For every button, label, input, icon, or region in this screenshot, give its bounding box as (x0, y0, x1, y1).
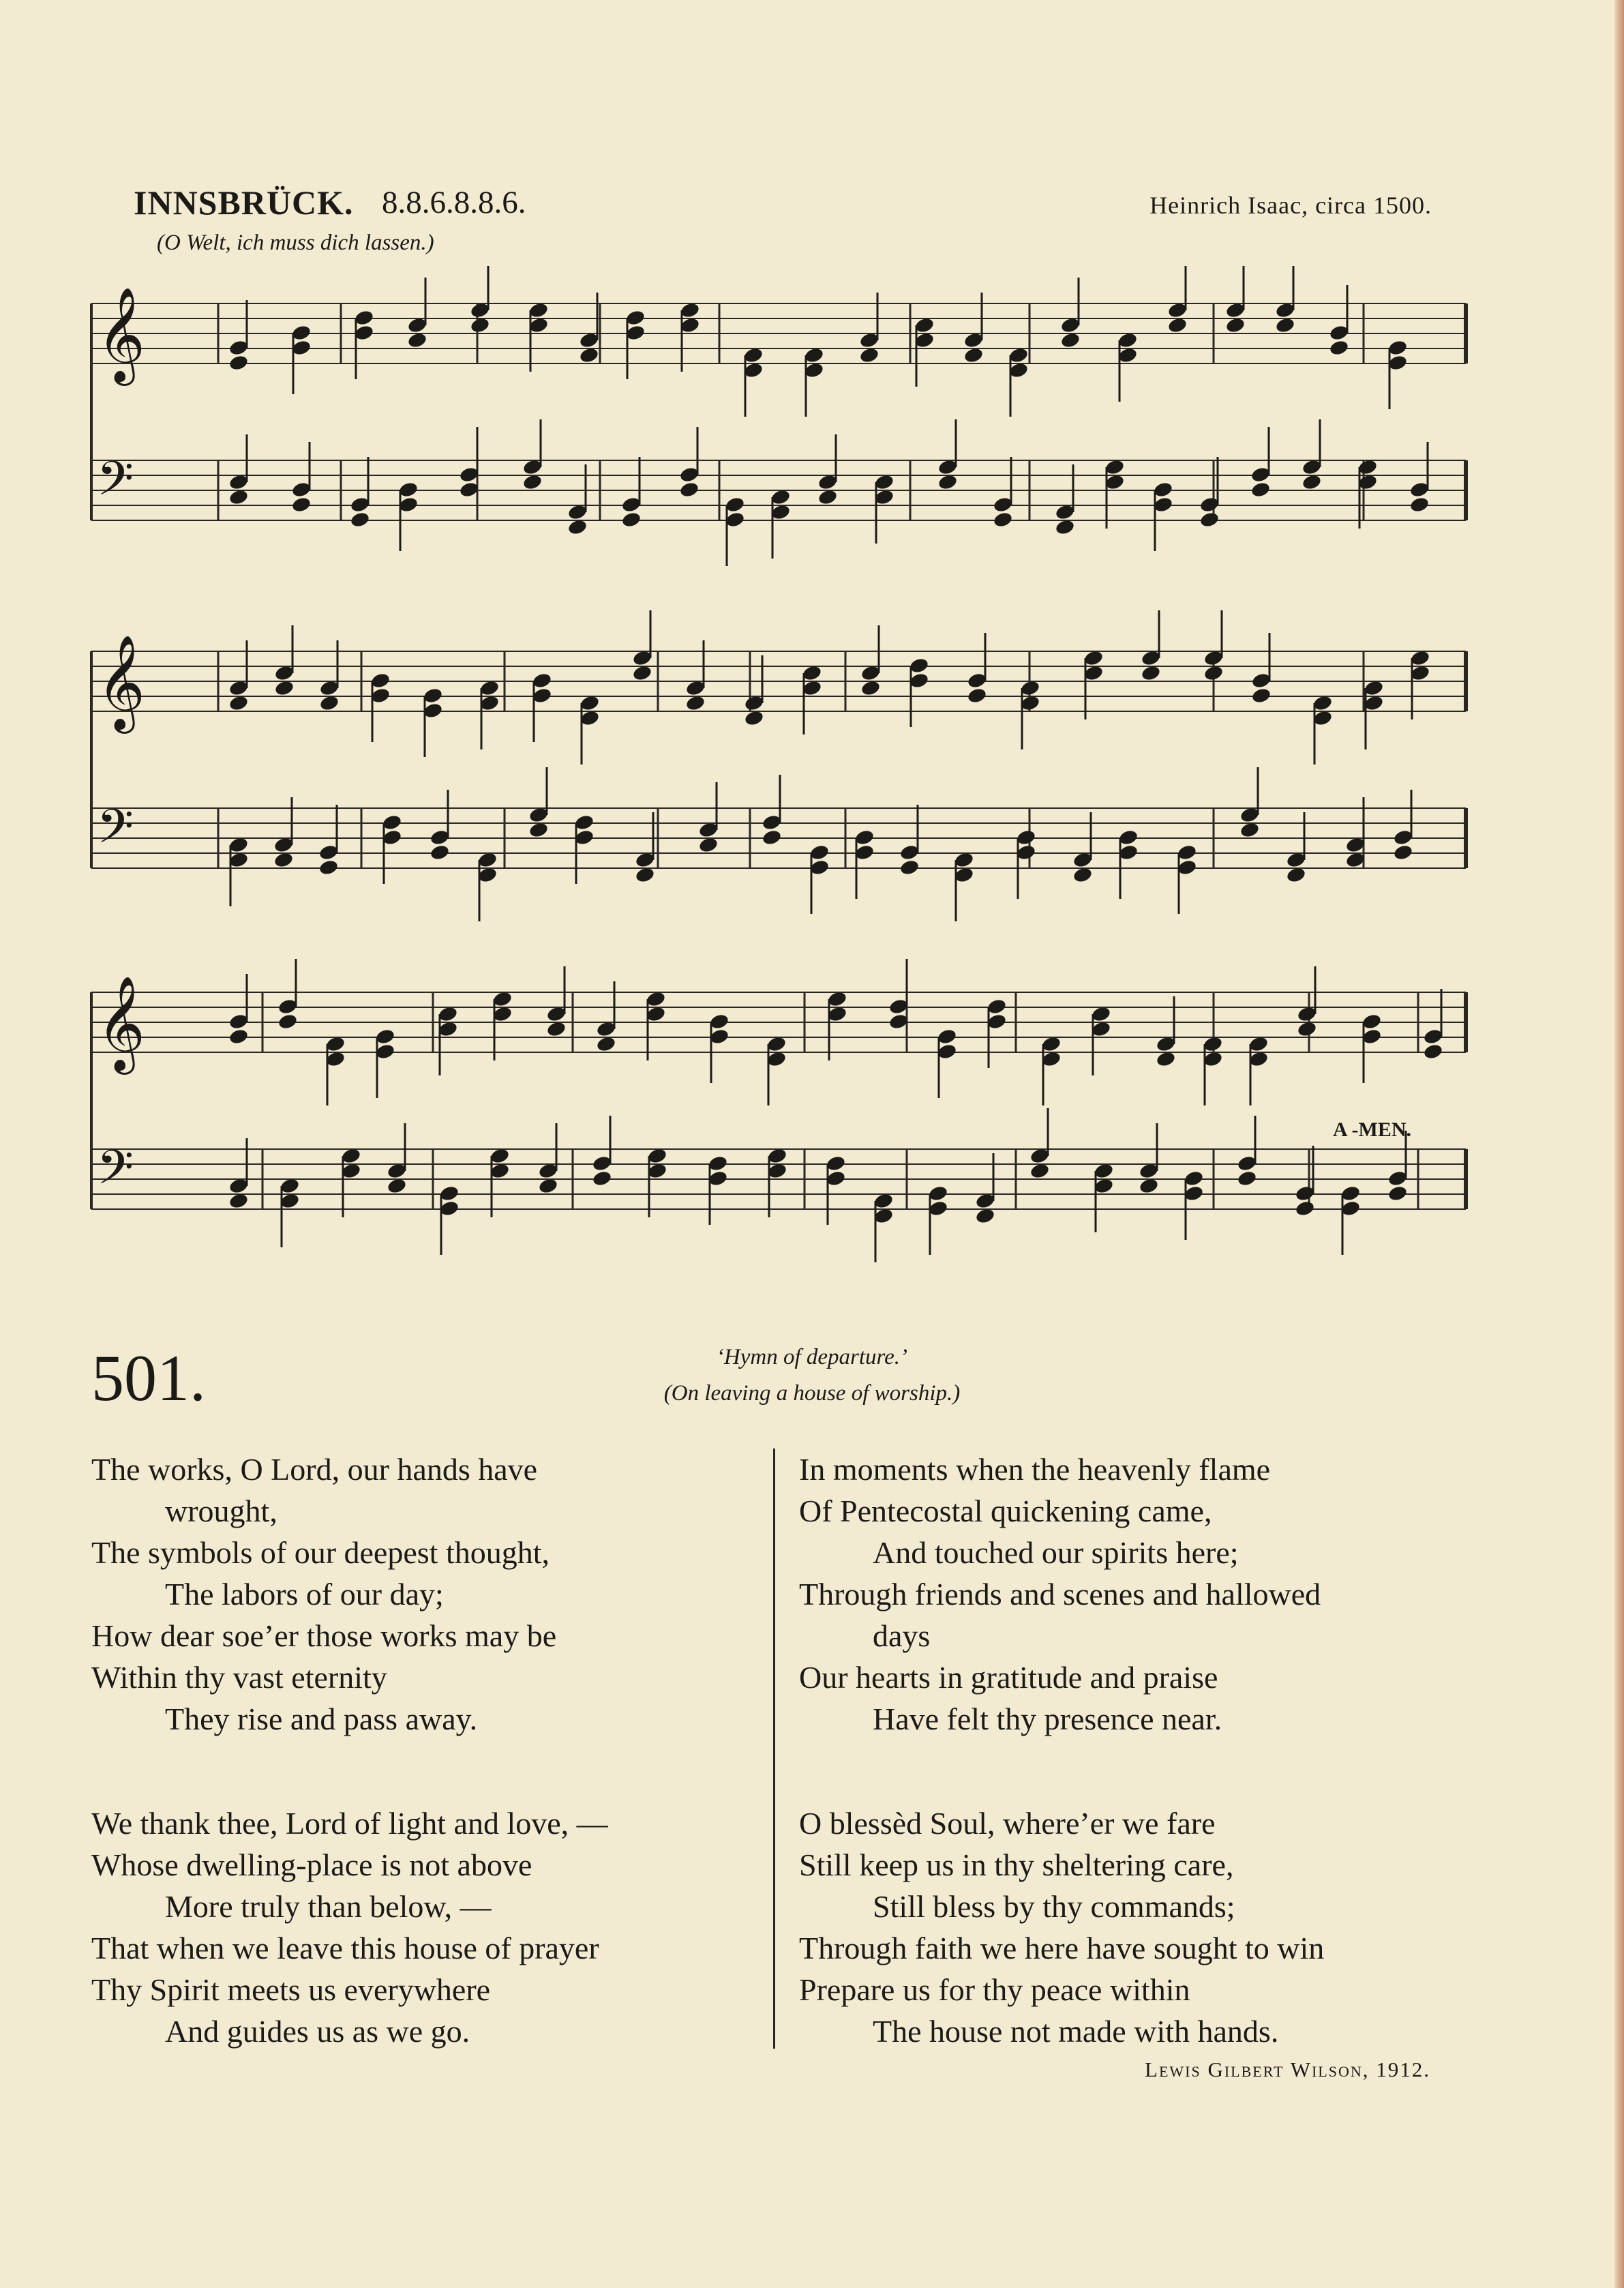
verse-line: Through faith we here have sought to win (799, 1931, 1325, 1965)
verse-line: The labors of our day; (165, 1577, 444, 1611)
verse-line: How dear soe’er those works may be (91, 1618, 557, 1653)
score-systems (91, 266, 1466, 1262)
tune-subtitle: (O Welt, ich muss dich lassen.) (157, 231, 434, 255)
notehead (318, 859, 340, 876)
notehead (1423, 1043, 1444, 1060)
verse-line: Through friends and scenes and hallowed (799, 1577, 1321, 1611)
hymn-author: Lewis Gilbert Wilson, 1912. (1145, 2057, 1430, 2081)
verse-line: Within thy vast eternity (91, 1660, 387, 1695)
notehead (1237, 1170, 1258, 1187)
verse-line: Of Pentecostal quickening came, (799, 1494, 1212, 1528)
verse-line: They rise and pass away. (165, 1702, 478, 1736)
notehead (1387, 1185, 1409, 1202)
notehead (967, 687, 988, 704)
verse-line: In moments when the heavenly flame (799, 1452, 1271, 1487)
bass-clef-icon: 𝄢 (97, 799, 134, 865)
hymn-title: ‘Hymn of departure.’ (716, 1345, 908, 1369)
verse-line: Prepare us for thy peace within (799, 1972, 1190, 2007)
notehead (993, 511, 1014, 529)
treble-clef-icon: 𝄞 (97, 976, 145, 1071)
notehead (1295, 1200, 1316, 1217)
music-score (82, 266, 1473, 1275)
verse-line: The house not made with hands. (873, 2014, 1279, 2049)
verse-line: Whose dwelling-place is not above (91, 1847, 532, 1882)
treble-clef-icon: 𝄞 (97, 635, 145, 730)
notehead (1251, 687, 1272, 704)
page-edge (1614, 0, 1624, 2288)
verse-line: Still bless by thy commands; (873, 1889, 1235, 1924)
notehead (291, 496, 312, 514)
notehead (679, 481, 700, 499)
bass-clef-icon: 𝄢 (97, 451, 134, 518)
tune-meter: 8.8.6.8.8.6. (382, 185, 526, 220)
verse-column-left (91, 1448, 732, 2115)
verse-line: The works, O Lord, our hands have (91, 1452, 538, 1487)
stanza-3 (799, 1448, 1508, 1740)
notehead (1409, 496, 1430, 514)
verse-line: And guides us as we go. (165, 2014, 470, 2049)
notehead (762, 829, 783, 846)
verse-line: We thank thee, Lord of light and love, — (91, 1806, 608, 1841)
notehead (228, 354, 250, 372)
hymn-subtitle: (On leaving a house of worship.) (663, 1381, 961, 1406)
notehead (1250, 481, 1272, 499)
notehead (430, 844, 451, 861)
notehead (621, 511, 642, 529)
notehead (1199, 511, 1220, 529)
notehead (1329, 339, 1350, 357)
verse-line: That when we leave this house of prayer (91, 1931, 599, 1965)
notehead (350, 511, 371, 529)
verse-line: O blessèd Soul, where’er we fare (799, 1806, 1216, 1841)
verse-line: And touched our spirits here; (873, 1535, 1239, 1570)
amen-label: A -MEN. (1333, 1118, 1411, 1141)
notehead (277, 1013, 299, 1030)
tune-composer: Heinrich Isaac, circa 1500. (1149, 192, 1432, 219)
stanza-4 (799, 1802, 1508, 2052)
tune-name: INNSBRÜCK. (134, 183, 354, 222)
verse-line: wrought, (165, 1494, 277, 1528)
verse-line: Have felt thy presence near. (873, 1702, 1222, 1736)
verse-line: More truly than below, — (165, 1889, 492, 1924)
verse-column-right (799, 1448, 1508, 2115)
verse-line: Still keep us in thy sheltering care, (799, 1847, 1234, 1882)
column-divider (773, 1448, 775, 2049)
stanza-2 (91, 1802, 732, 2052)
verse-line: days (873, 1618, 931, 1653)
verse-line: Our hearts in gratitude and praise (799, 1660, 1218, 1695)
notehead (899, 859, 920, 876)
bass-clef-icon: 𝄢 (97, 1140, 134, 1206)
treble-clef-icon: 𝄞 (97, 287, 145, 382)
verse-line: The symbols of our deepest thought, (91, 1535, 550, 1570)
verse-line: Thy Spirit meets us everywhere (91, 1972, 491, 2007)
notehead (1393, 844, 1414, 861)
notehead (592, 1170, 613, 1187)
hymn-number: 501. (91, 1341, 206, 1414)
notehead (228, 1028, 250, 1045)
stanza-1 (91, 1448, 732, 1740)
